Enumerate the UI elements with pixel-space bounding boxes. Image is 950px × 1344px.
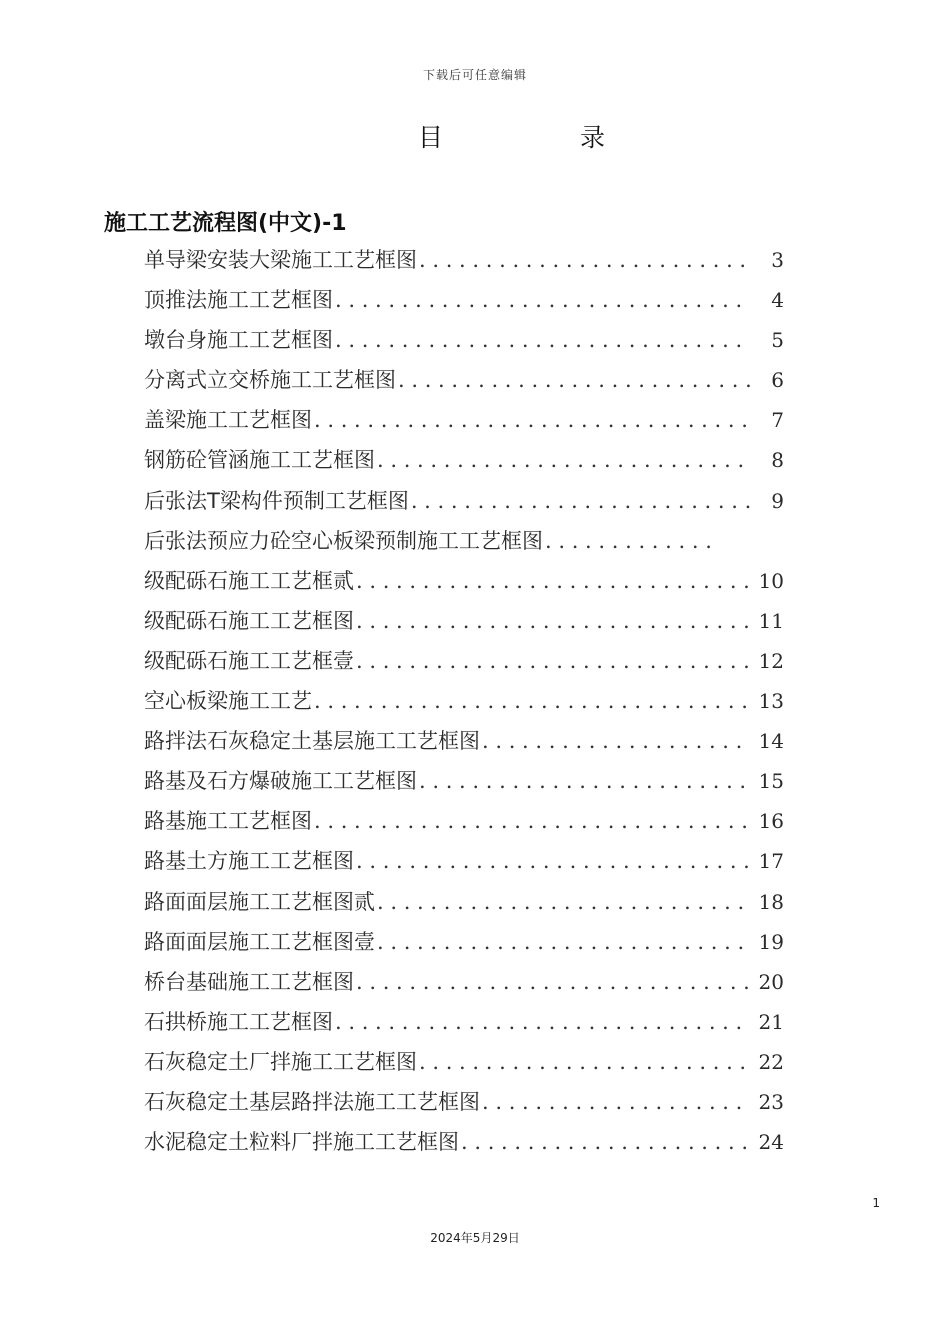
- toc-entry-page-number: 14: [758, 729, 784, 754]
- toc-entry-title: 分离式立交桥施工工艺框图: [144, 368, 396, 393]
- toc-entry[interactable]: [144, 926, 784, 966]
- toc-entry-title: 路基及石方爆破施工工艺框图: [144, 769, 417, 794]
- toc-title-char-2: 录: [580, 123, 606, 152]
- toc-entry-title: 路基施工工艺框图: [144, 809, 312, 834]
- toc-entry-title: 顶推法施工工艺框图: [144, 288, 333, 313]
- toc-entry-title: 墩台身施工工艺框图: [144, 328, 333, 353]
- toc-entry-title: 级配砾石施工工艺框贰: [144, 568, 354, 593]
- toc-entry-title: 石拱桥施工工艺框图: [144, 1009, 333, 1034]
- toc-entry-page-number: 12: [758, 648, 784, 673]
- toc-entry[interactable]: [144, 1006, 784, 1046]
- toc-entry-title: 路拌法石灰稳定土基层施工工艺框图: [144, 729, 480, 754]
- toc-entry-page-number: 22: [758, 1049, 784, 1074]
- toc-entry-title: 水泥稳定土粒料厂拌施工工艺框图: [144, 1130, 459, 1155]
- toc-entry[interactable]: [144, 485, 784, 525]
- toc-entry[interactable]: [144, 525, 784, 565]
- toc-entry-page-number: 23: [758, 1089, 784, 1114]
- toc-entry[interactable]: [144, 284, 784, 324]
- toc-entry-page-number: 10: [758, 568, 784, 593]
- toc-entry-page-number: 24: [758, 1130, 784, 1155]
- toc-entry[interactable]: [144, 685, 784, 725]
- toc-dot-leader: [356, 970, 750, 994]
- toc-entry-title: 单导梁安装大梁施工工艺框图: [144, 248, 417, 272]
- toc-entry-title: 后张法预应力砼空心板梁预制施工工艺框图: [144, 528, 543, 553]
- toc-entry-title: 级配砾石施工工艺框图: [144, 608, 354, 633]
- toc-dot-leader: [461, 1130, 750, 1154]
- toc-dot-leader: [419, 1050, 750, 1074]
- toc-entry[interactable]: [144, 364, 784, 404]
- toc-dot-leader: [419, 248, 750, 272]
- toc-entry[interactable]: [144, 725, 784, 765]
- toc-entry[interactable]: [144, 765, 784, 805]
- toc-entry-page-number: 13: [758, 689, 784, 714]
- toc-entry-page-number: 20: [758, 969, 784, 994]
- toc-dot-leader: [545, 529, 713, 553]
- section-heading: 施工工艺流程图(中文)-1: [104, 211, 347, 236]
- toc-entry-page-number: 17: [758, 849, 784, 874]
- toc-dot-leader: [314, 809, 750, 833]
- toc-entry[interactable]: [144, 1086, 784, 1126]
- toc-entry-page-number: 6: [771, 368, 784, 393]
- toc-entry-page-number: 18: [758, 889, 784, 914]
- toc-entry-page-number: 16: [758, 809, 784, 834]
- toc-entry[interactable]: [144, 645, 784, 685]
- toc-entry-title: 桥台基础施工工艺框图: [144, 969, 354, 994]
- toc-entry-title: 石灰稳定土厂拌施工工艺框图: [144, 1049, 417, 1074]
- toc-dot-leader: [335, 1010, 750, 1034]
- toc-entry[interactable]: [144, 966, 784, 1006]
- header-note: 下载后可任意编辑: [422, 68, 527, 82]
- toc-dot-leader: [377, 930, 750, 954]
- toc-entry-page-number: 9: [771, 488, 784, 513]
- toc-entry-title: 后张法T梁构件预制工艺框图: [144, 488, 409, 513]
- toc-dot-leader: [482, 729, 750, 753]
- toc-entry-title: 盖梁施工工艺框图: [144, 408, 312, 433]
- toc-dot-leader: [356, 609, 750, 633]
- toc-entry[interactable]: [144, 244, 784, 284]
- toc-dot-leader: [482, 1090, 750, 1114]
- toc-entry[interactable]: [144, 845, 784, 885]
- page-number: 1: [872, 1196, 880, 1210]
- toc-entry[interactable]: [144, 1046, 784, 1086]
- toc-entry-page-number: 11: [758, 608, 784, 633]
- toc-dot-leader: [314, 689, 750, 713]
- toc-dot-leader: [377, 890, 750, 914]
- toc-entry-title: 钢筋砼管涵施工工艺框图: [144, 448, 375, 473]
- toc-entry[interactable]: [144, 444, 784, 484]
- toc-dot-leader: [411, 489, 750, 513]
- toc-dot-leader: [356, 569, 750, 593]
- toc-dot-leader: [419, 769, 750, 793]
- toc-dot-leader: [377, 448, 750, 472]
- toc-entry[interactable]: [144, 886, 784, 926]
- toc-entry-title: 级配砾石施工工艺框壹: [144, 648, 354, 673]
- toc-title-char-1: 目: [418, 123, 444, 152]
- toc-entry[interactable]: [144, 1126, 784, 1166]
- toc-entry-title: 路面面层施工工艺框图壹: [144, 929, 375, 954]
- toc-entry-title: 石灰稳定土基层路拌法施工工艺框图: [144, 1089, 480, 1114]
- toc-entry-page-number: 15: [758, 769, 784, 794]
- toc-entry-title: 路基土方施工工艺框图: [144, 849, 354, 874]
- toc-entry-page-number: 7: [771, 408, 784, 433]
- toc-entry-page-number: 8: [771, 448, 784, 473]
- toc-entry[interactable]: [144, 805, 784, 845]
- toc-list: [144, 244, 784, 1166]
- toc-entry-page-number: 4: [771, 288, 784, 313]
- toc-entry[interactable]: [144, 324, 784, 364]
- toc-entry-page-number: 3: [771, 248, 784, 272]
- toc-entry-title: 路面面层施工工艺框图贰: [144, 889, 375, 914]
- toc-dot-leader: [314, 408, 750, 432]
- toc-entry-page-number: 19: [758, 929, 784, 954]
- footer-date: 2024年5月29日: [430, 1231, 520, 1245]
- toc-entry[interactable]: [144, 404, 784, 444]
- toc-dot-leader: [356, 849, 750, 873]
- toc-dot-leader: [335, 328, 750, 352]
- toc-entry[interactable]: [144, 605, 784, 645]
- toc-dot-leader: [335, 288, 750, 312]
- toc-entry-page-number: 21: [758, 1009, 784, 1034]
- toc-dot-leader: [398, 368, 750, 392]
- toc-entry-title: 空心板梁施工工艺: [144, 689, 312, 714]
- toc-entry-page-number: 5: [771, 328, 784, 353]
- toc-entry[interactable]: [144, 565, 784, 605]
- toc-dot-leader: [356, 649, 750, 673]
